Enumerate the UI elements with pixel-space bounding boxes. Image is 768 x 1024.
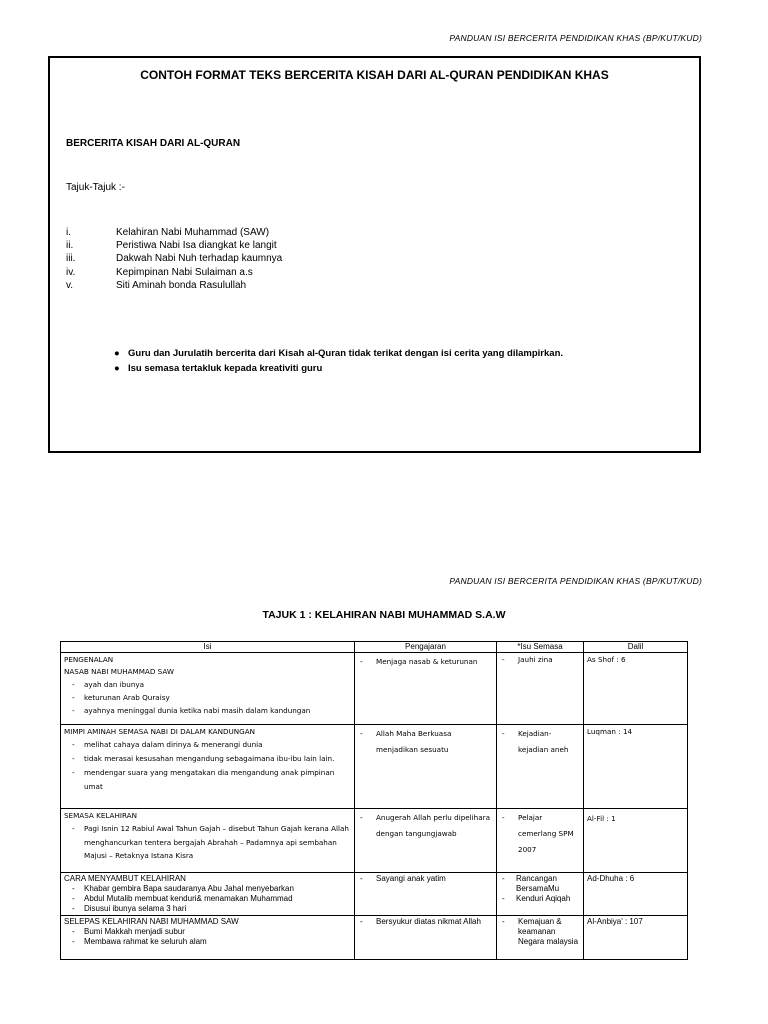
isi-list (64, 884, 351, 914)
isi-list (64, 678, 351, 717)
content-table (60, 641, 688, 960)
item-number: iii. (66, 253, 76, 265)
section-title: NASAB NABI MUHAMMAD SAW (64, 667, 174, 676)
item-text: Siti Aminah bonda Rasulullah (116, 279, 247, 291)
item-text: ayahnya meninggal dunia ketika nabi masih dalam kandungan (84, 706, 311, 715)
list-item: - Rancangan BersamaMu (500, 874, 580, 894)
isu-cell (497, 873, 584, 916)
dalil-cell: Al-Fil : 1 (584, 809, 688, 873)
section-title: PENGENALAN (64, 655, 114, 664)
list-item: - Pagi Isnin 12 Rabiul Awal Tahun Gajah – disebut Tahun Gajah kerana Allah menghancurkan tentera bergajah Abrahah – Padamnya api sembahan Majusi – Retaknya Istana Kisra (64, 822, 351, 863)
list-item: - Membawa rahmat ke seluruh alam (64, 937, 351, 947)
item-text: Rancangan BersamaMu (516, 874, 560, 893)
table-row (61, 809, 688, 873)
list-item: - ayah dan ibunya (64, 678, 351, 691)
table-row (61, 653, 688, 725)
cell-text: Pelajar cemerlang SPM 2007 (518, 813, 574, 854)
table-row (61, 725, 688, 809)
item-text: Peristiwa Nabi Isa diangkat ke langit (116, 240, 277, 252)
pengajaran-cell: - Allah Maha Berkuasa menjadikan sesuatu (355, 725, 497, 809)
pengajaran-cell: - Menjaga nasab & keturunan (355, 653, 497, 725)
item-text: Kepimpinan Nabi Sulaiman a.s (116, 266, 253, 278)
cell-text: Anugerah Allah perlu dipelihara dengan tangungjawab (376, 813, 490, 838)
item-text: Khabar gembira Bapa saudaranya Abu Jahal menyebarkan (84, 884, 294, 893)
tajuk-list (66, 226, 282, 292)
list-item (66, 239, 282, 252)
column-header: Dalil (584, 642, 688, 653)
item-text: Abdul Mutalib membuat kenduri& menamakan Muhammad (84, 894, 293, 903)
isi-list (64, 822, 351, 863)
bullet-icon: ● (114, 348, 120, 359)
section-title: SEMASA KELAHIRAN (64, 811, 137, 820)
item-number: i. (66, 227, 71, 238)
page-header: PANDUAN ISI BERCERITA PENDIDIKAN KHAS (BP/KUT/KUD) (449, 576, 702, 586)
format-subtitle: BERCERITA KISAH DARI AL-QURAN (66, 138, 241, 149)
isu-list (500, 874, 580, 904)
cell-text: Kejadian-kejadian aneh (518, 729, 569, 754)
list-item: - ayahnya meninggal dunia ketika nabi masih dalam kandungan (64, 704, 351, 717)
table-header-row (61, 642, 688, 653)
dalil-cell: Ad-Dhuha : 6 (584, 873, 688, 916)
notes-list (114, 347, 563, 376)
list-item: - Kenduri Aqiqah (500, 894, 580, 904)
list-item: - Bumi Makkah menjadi subur (64, 927, 351, 937)
cell-text: Kemajuan & keamanan Negara malaysia (518, 917, 579, 946)
isi-cell (61, 725, 355, 809)
list-item: - Disusui ibunya selama 3 hari (64, 904, 351, 914)
page-title: TAJUK 1 : KELAHIRAN NABI MUHAMMAD S.A.W (262, 609, 506, 621)
item-number: iv. (66, 266, 76, 278)
list-item (114, 362, 563, 377)
dalil-cell: Luqman : 14 (584, 725, 688, 809)
item-text: Pagi Isnin 12 Rabiul Awal Tahun Gajah – disebut Tahun Gajah kerana Allah menghancurkan tentera bergajah Abrahah – Padamnya api sembahan Majusi – Retaknya Istana Kisra (84, 824, 349, 860)
isu-cell: - Kemajuan & keamanan Negara malaysia (497, 916, 584, 960)
item-text: tidak merasai kesusahan mengandung sebagaimana ibu-ibu lain lain. (84, 754, 335, 763)
list-item: - tidak merasai kesusahan mengandung sebagaimana ibu-ibu lain lain. (64, 752, 351, 766)
isu-cell: - Pelajar cemerlang SPM 2007 (497, 809, 584, 873)
isi-cell (61, 809, 355, 873)
table-row (61, 873, 688, 916)
isi-cell (61, 653, 355, 725)
list-item (66, 252, 282, 265)
item-text: Membawa rahmat ke seluruh alam (84, 937, 207, 946)
isu-cell: - Jauhi zina (497, 653, 584, 725)
list-item: - keturunan Arab Quraisy (64, 691, 351, 704)
column-header: *Isu Semasa (497, 642, 584, 653)
item-text: Kenduri Aqiqah (516, 894, 571, 903)
list-item (66, 226, 282, 239)
isi-cell (61, 916, 355, 960)
section-title: CARA MENYAMBUT KELAHIRAN (64, 874, 186, 883)
list-item (114, 347, 563, 362)
item-text: Bumi Makkah menjadi subur (84, 927, 185, 936)
item-text: melihat cahaya dalam dirinya & menerangi dunia (84, 740, 263, 749)
list-item: - Khabar gembira Bapa saudaranya Abu Jahal menyebarkan (64, 884, 351, 894)
list-item: - Abdul Mutalib membuat kenduri& menamakan Muhammad (64, 894, 351, 904)
cell-text: Bersyukur diatas nikmat Allah (376, 917, 481, 926)
tajuk-label: Tajuk-Tajuk :- (66, 182, 125, 193)
item-number: ii. (66, 240, 74, 252)
pengajaran-cell: - Sayangi anak yatim (355, 873, 497, 916)
item-text: mendengar suara yang mengatakan dia mengandung anak pimpinan umat (84, 768, 335, 791)
cell-text: Jauhi zina (518, 655, 553, 664)
item-text: Dakwah Nabi Nuh terhadap kaumnya (116, 253, 283, 265)
item-text: keturunan Arab Quraisy (84, 693, 170, 702)
section-title: SELEPAS KELAHIRAN NABI MUHAMMAD SAW (64, 917, 239, 926)
list-item: - melihat cahaya dalam dirinya & menerangi dunia (64, 738, 351, 752)
page-header: PANDUAN ISI BERCERITA PENDIDIKAN KHAS (BP/KUT/KUD) (449, 33, 702, 43)
column-header: Pengajaran (355, 642, 497, 653)
bullet-icon: ● (114, 362, 120, 374)
dalil-cell: Al-Anbiya' : 107 (584, 916, 688, 960)
list-item (66, 266, 282, 279)
list-item: - mendengar suara yang mengatakan dia mengandung anak pimpinan umat (64, 766, 351, 794)
item-text: ayah dan ibunya (84, 680, 145, 689)
cell-text: Allah Maha Berkuasa menjadikan sesuatu (376, 729, 452, 754)
pengajaran-cell: - Anugerah Allah perlu dipelihara dengan tangungjawab (355, 809, 497, 873)
section-title: MIMPI AMINAH SEMASA NABI DI DALAM KANDUNGAN (64, 727, 255, 736)
table-row (61, 916, 688, 960)
isu-cell: - Kejadian-kejadian aneh (497, 725, 584, 809)
item-text: Kelahiran Nabi Muhammad (SAW) (116, 227, 270, 238)
item-number: v. (66, 279, 74, 291)
isi-list (64, 738, 351, 794)
item-text: Disusui ibunya selama 3 hari (84, 904, 187, 913)
format-box (48, 56, 701, 453)
cell-text: Menjaga nasab & keturunan (376, 657, 478, 666)
isi-cell (61, 873, 355, 916)
pengajaran-cell: - Bersyukur diatas nikmat Allah (355, 916, 497, 960)
cell-text: Sayangi anak yatim (376, 874, 446, 883)
isi-list (64, 927, 351, 947)
dalil-cell: As Shof : 6 (584, 653, 688, 725)
column-header: Isi (61, 642, 355, 653)
format-title: CONTOH FORMAT TEKS BERCERITA KISAH DARI AL-QURAN PENDIDIKAN KHAS (140, 68, 609, 82)
note-text: Isu semasa tertakluk kepada kreativiti guru (128, 362, 323, 374)
list-item (66, 279, 282, 292)
note-text: Guru dan Jurulatih bercerita dari Kisah al-Quran tidak terikat dengan isi cerita yang dilampirkan. (128, 348, 564, 359)
